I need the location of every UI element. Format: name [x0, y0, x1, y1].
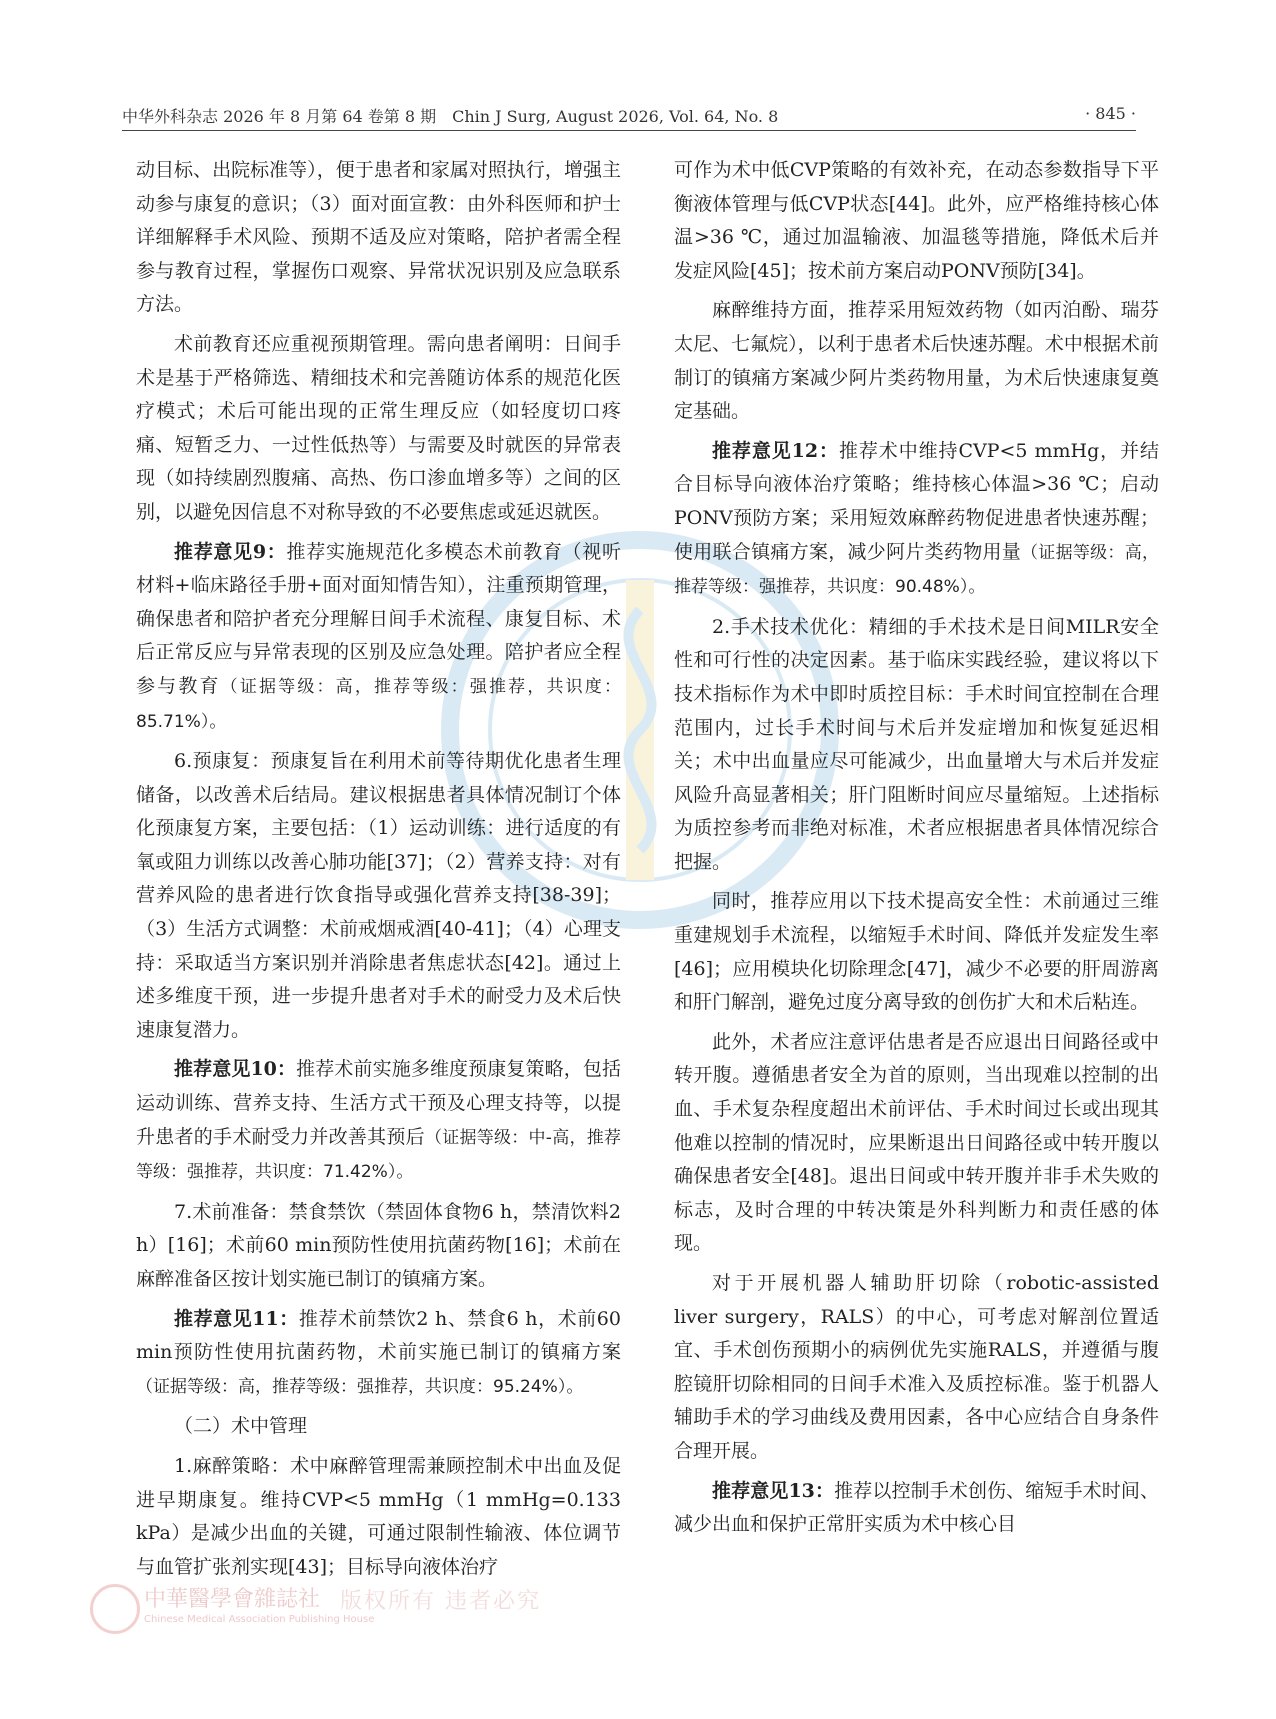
body-paragraph: 可作为术中低CVP策略的有效补充，在动态参数指导下平衡液体管理与低CVP状态[44]。此外，应严格维持核心体温>36 ℃，通过加温输液、加温毯等措施，降低术后并发症风险[45]；按术前方案启动PONV预防[34]。 [674, 159, 1159, 282]
body-paragraph: 同时，推荐应用以下技术提高安全性：术前通过三维重建规划手术流程，以缩短手术时间、降低并发症发生率[46]；应用模块化切除理念[47]，减少不必要的肝周游离和肝门解剖，避免过度分离导致的创伤扩大和术后粘连。 [674, 890, 1159, 1014]
body-paragraph: 6.预康复：预康复旨在利用术前等待期优化患者生理储备，以改善术后结局。建议根据患者具体情况制订个体化预康复方案，主要包括：（1）运动训练：进行适度的有氧或阻力训练以改善心肺功能[37]；（2）营养支持：对有营养风险的患者进行饮食指导或强化营养支持[38-39]；（3）生活方式调整：术前戒烟戒酒[40-41]；（4）心理支持：采取适当方案识别并消除患者焦虑状态[42]。通过上述多维度干预，进一步提升患者对手术的耐受力及术后快速康复潜力。 [136, 750, 621, 1041]
recommendation-paragraph [136, 1053, 621, 1189]
recommendation-text: 推荐实施规范化多模态术前教育（视听材料+临床路径手册+面对面知情告知），注重预期管理，确保患者和陪护者充分理解日间手术流程、康复目标、术后正常反应与异常表现的区别及应急处理。陪护者应全程参与教育 [136, 540, 621, 697]
recommendation-label: 推荐意见13： [712, 1479, 835, 1502]
recommendation-paragraph [674, 435, 1159, 605]
publisher-watermark [90, 1578, 610, 1638]
recommendation-label: 推荐意见10： [174, 1058, 297, 1081]
evidence-level: （证据等级：高，推荐等级：强推荐，共识度：90.48%）。 [674, 542, 1159, 598]
body-paragraph: 此外，术者应注意评估患者是否应退出日间路径或中转开腹。遵循患者安全为首的原则，当出现难以控制的出血、手术复杂程度超出术前评估、手术时间过长或出现其他难以控制的情况时，应果断退出日间路径或中转开腹以确保患者安全[48]。退出日间或中转开腹并非手术失败的标志，及时合理的中转决策是外科判断力和责任感的体现。 [674, 1030, 1159, 1255]
recommendation-text: 推荐术前禁饮2 h、禁食6 h，术前60 min预防性使用抗菌药物，术前实施已制订的镇痛方案 [136, 1307, 621, 1364]
journal-citation: 中华外科杂志 2026 年 8 月第 64 卷第 8 期 Chin J Surg, August 2026, Vol. 64, No. 8 [122, 107, 779, 126]
recommendation-label: 推荐意见11： [174, 1307, 299, 1330]
recommendation-paragraph [674, 1475, 1159, 1542]
running-header [122, 100, 1136, 131]
body-paragraph: 动目标、出院标准等），便于患者和家属对照执行，增强主动参与康复的意识；（3）面对面宣教：由外科医师和护士详细解释手术风险、预期不适及应对策略，陪护者需全程参与教育过程，掌握伤口观察、异常状况识别及应急联系方法。 [136, 159, 621, 316]
publisher-name-cn: 中華醫學會雜誌社 [144, 1587, 321, 1612]
publisher-name-en: Chinese Medical Association Publishing House [144, 1614, 375, 1625]
body-paragraph: 7.术前准备：禁食禁饮（禁固体食物6 h，禁清饮料2 h）[16]；术前60 min预防性使用抗菌药物[16]；术前在麻醉准备区按计划实施已制订的镇痛方案。 [136, 1200, 621, 1290]
page-number: · 845 · [1085, 104, 1136, 123]
right-column [674, 154, 1159, 1548]
body-paragraph: （二）术中管理 [174, 1415, 308, 1438]
evidence-level: （证据等级：中-高，推荐等级：强推荐，共识度：71.42%）。 [136, 1127, 621, 1183]
publisher-seal-icon [90, 1584, 140, 1634]
recommendation-paragraph [136, 1303, 621, 1405]
evidence-level: （证据等级：高，推荐等级：强推荐，共识度：85.71%）。 [136, 676, 621, 732]
body-paragraph: 术前教育还应重视预期管理。需向患者阐明：日间手术是基于严格筛选、精细技术和完善随访体系的规范化医疗模式；术后可能出现的正常生理反应（如轻度切口疼痛、短暂乏力、一过性低热等）与需要及时就医的异常表现（如持续剧烈腹痛、高热、伤口渗血增多等）之间的区别，以避免因信息不对称导致的不必要焦虑或延迟就医。 [136, 332, 621, 523]
left-column [136, 154, 621, 1590]
recommendation-text: 推荐术前实施多维度预康复策略，包括运动训练、营养支持、生活方式干预及心理支持等，以提升患者的手术耐受力并改善其预后 [136, 1058, 621, 1148]
body-paragraph: 麻醉维持方面，推荐采用短效药物（如丙泊酚、瑞芬太尼、七氟烷），以利于患者术后快速苏醒。术中根据术前制订的镇痛方案减少阿片类药物用量，为术后快速康复奠定基础。 [674, 299, 1159, 423]
evidence-level: （证据等级：高，推荐等级：强推荐，共识度：95.24%）。 [136, 1376, 584, 1397]
recommendation-label: 推荐意见9： [174, 540, 287, 563]
body-paragraph: 2.手术技术优化：精细的手术技术是日间MILR安全性和可行性的决定因素。基于临床实践经验，建议将以下技术指标作为术中即时质控目标：手术时间宜控制在合理范围内，过长手术时间与术后并发症增加和恢复延迟相关；术中出血量应尽可能减少，出血量增大与术后并发症风险升高显著相关；肝门阻断时间应尽量缩短。上述指标为质控参考而非绝对标准，术者应根据患者具体情况综合把握。 [674, 615, 1159, 873]
body-paragraph: 对于开展机器人辅助肝切除（robotic-assisted liver surgery，RALS）的中心，可考虑对解剖位置适宜、手术创伤预期小的病例优先实施RALS，并遵循与腹腔镜肝切除相同的日间手术准入及质控标准。鉴于机器人辅助手术的学习曲线及费用因素，各中心应结合自身条件合理开展。 [674, 1272, 1159, 1462]
body-paragraph: 1.麻醉策略：术中麻醉管理需兼顾控制术中出血及促进早期康复。维持CVP<5 mmHg（1 mmHg=0.133 kPa）是减少出血的关键，可通过限制性输液、体位调节与血管扩张剂实现[43]；目标导向液体治疗 [136, 1454, 621, 1578]
copyright-notice: 版权所有 违者必究 [340, 1589, 541, 1614]
recommendation-paragraph [136, 536, 621, 740]
recommendation-text: 推荐术中维持CVP<5 mmHg，并结合目标导向液体治疗策略；维持核心体温>36 ℃；启动PONV预防方案；采用短效麻醉药物促进患者快速苏醒；使用联合镇痛方案，减少阿片类药物用量 [674, 439, 1159, 563]
recommendation-label: 推荐意见12： [712, 439, 839, 462]
recommendation-text: 推荐以控制手术创伤、缩短手术时间、减少出血和保护正常肝实质为术中核心目 [674, 1479, 1159, 1536]
